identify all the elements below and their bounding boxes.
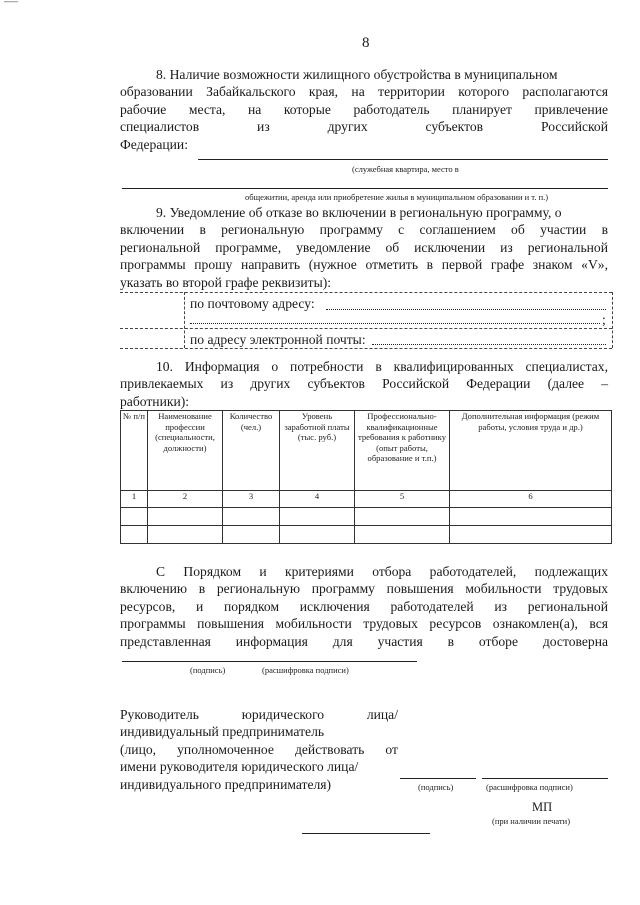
table-header-cell: Уровень заработной платы (тыс. руб.): [280, 411, 355, 491]
table-cell[interactable]: [355, 526, 450, 544]
bottom-rule: [302, 833, 430, 834]
signatory-decoding-line[interactable]: [482, 778, 608, 779]
section8-hint-2: общежитии, аренда или приобретение жилья в муниципальном образовании и т. п.): [245, 192, 549, 202]
stamp-label: МП: [532, 800, 553, 814]
section8-line-2: образовании Забайкальского края, на территории которого располагаются: [120, 84, 608, 100]
section10-paragraph: [120, 358, 608, 410]
agreement-signature-line[interactable]: [122, 661, 417, 662]
section8-hint-1: (служебная квартира, место в: [352, 164, 459, 174]
table-number-row: [121, 491, 612, 508]
agreement-line-4: программы повышения мобильности трудовых ресурсов ознакомлен(а), вся: [120, 616, 608, 632]
section8-paragraph: [120, 66, 608, 153]
table-cell[interactable]: [121, 526, 148, 544]
signatory-signature-caption: (подпись): [418, 782, 454, 792]
section9-line-2: включении в региональную программу с соглашением об участии в: [120, 222, 608, 238]
option-grid-divider: [184, 292, 185, 348]
table-header-cell: Профессионально-квалификационные требования к работнику (опыт работы, образование и т.п.): [355, 411, 450, 491]
section8-line-5: Федерации:: [120, 136, 188, 152]
page-number: 8: [362, 35, 370, 51]
agreement-signature-caption: (подпись): [190, 665, 226, 675]
table-cell[interactable]: [280, 508, 355, 526]
table-number-cell: 3: [223, 491, 280, 508]
section9-line-5: указать во второй графе реквизиты):: [120, 274, 332, 290]
signatory-block: [120, 706, 398, 793]
signatory-line-3: (лицо, уполномоченное действовать от: [120, 741, 398, 757]
checkbox-email[interactable]: [121, 329, 183, 347]
option-grid-right: [612, 292, 613, 348]
signatory-decoding-caption: (расшифровка подписи): [486, 782, 573, 792]
section10-line-3: работники):: [120, 393, 190, 409]
section9-line-1: 9. Уведомление об отказе во включении в региональную программу, о: [156, 205, 562, 220]
requirements-table: [120, 410, 612, 544]
option-post-label: по почтовому адресу:: [190, 296, 315, 311]
table-header-cell: Количество (чел.): [223, 411, 280, 491]
signatory-line-1: Руководитель юридического лица/: [120, 707, 398, 722]
section8-line-3: рабочие места, на которые работодатель планирует привлечение: [120, 101, 608, 117]
section9-paragraph: [120, 204, 608, 291]
table-header-row: [121, 411, 612, 491]
agreement-line-3: ресурсов, и порядком исключения работодателей из региональной: [120, 598, 608, 614]
table-row[interactable]: [121, 526, 612, 544]
option-post-end: ;: [602, 312, 606, 327]
section10-line-1: 10. Информация о потребности в квалифицированных специалистах,: [156, 359, 608, 374]
option-grid-top: [120, 292, 612, 293]
section9-line-4: программы прошу направить (нужное отметить в первой графе знаком «V»,: [120, 257, 608, 273]
table-cell[interactable]: [148, 526, 223, 544]
agreement-line-1: С Порядком и критериями отбора работодателей, подлежащих: [156, 564, 608, 579]
stamp-hint: (при наличии печати): [492, 816, 571, 826]
corner-mark: —: [4, 0, 18, 9]
table-cell[interactable]: [148, 508, 223, 526]
section8-line-4: специалистов из других субъектов Российской: [120, 119, 608, 135]
signatory-line-4: имени руководителя юридического лица/: [120, 759, 359, 775]
table-number-cell: 6: [450, 491, 612, 508]
section10-line-2: привлекаемых из других субъектов Российской Федерации (далее –: [120, 376, 608, 392]
table-number-cell: 1: [121, 491, 148, 508]
table-number-cell: 2: [148, 491, 223, 508]
section8-line-1: 8. Наличие возможности жилищного обустройства в муниципальном: [156, 67, 558, 82]
table-cell[interactable]: [223, 508, 280, 526]
table-number-cell: 4: [280, 491, 355, 508]
option-email-label: по адресу электронной почты:: [190, 332, 366, 347]
agreement-line-2: включению в региональную программу повышения мобильности трудовых: [120, 581, 608, 597]
signatory-line-2: индивидуальный предприниматель: [120, 724, 325, 740]
table-header-cell: Дополнительная информация (режим работы, условия труда и др.): [450, 411, 612, 491]
signatory-line-5: индивидуального предпринимателя): [120, 776, 332, 792]
option-post-field-2[interactable]: [190, 323, 600, 324]
table-cell[interactable]: [121, 508, 148, 526]
table-header-cell: № п/п: [121, 411, 148, 491]
agreement-paragraph: [120, 563, 608, 650]
agreement-decoding-caption: (расшифровка подписи): [262, 665, 349, 675]
section8-answer-line-2[interactable]: [122, 188, 608, 189]
option-email-field[interactable]: [372, 344, 606, 345]
signatory-signature-line[interactable]: [400, 778, 476, 779]
section8-answer-line[interactable]: [198, 159, 608, 160]
table-row[interactable]: [121, 508, 612, 526]
table-cell[interactable]: [450, 526, 612, 544]
table-cell[interactable]: [223, 526, 280, 544]
table-number-cell: 5: [355, 491, 450, 508]
option-grid-mid: [120, 328, 612, 329]
section9-line-3: региональной программе, уведомление об исключении из региональной: [120, 239, 608, 255]
option-post-field[interactable]: [326, 309, 606, 310]
checkbox-post[interactable]: [121, 293, 183, 327]
table-cell[interactable]: [450, 508, 612, 526]
agreement-line-5: представленная информация для участия в отборе достоверна: [120, 633, 608, 649]
table-cell[interactable]: [355, 508, 450, 526]
table-cell[interactable]: [280, 526, 355, 544]
table-header-cell: Наименование профессии (специальности, должности): [148, 411, 223, 491]
